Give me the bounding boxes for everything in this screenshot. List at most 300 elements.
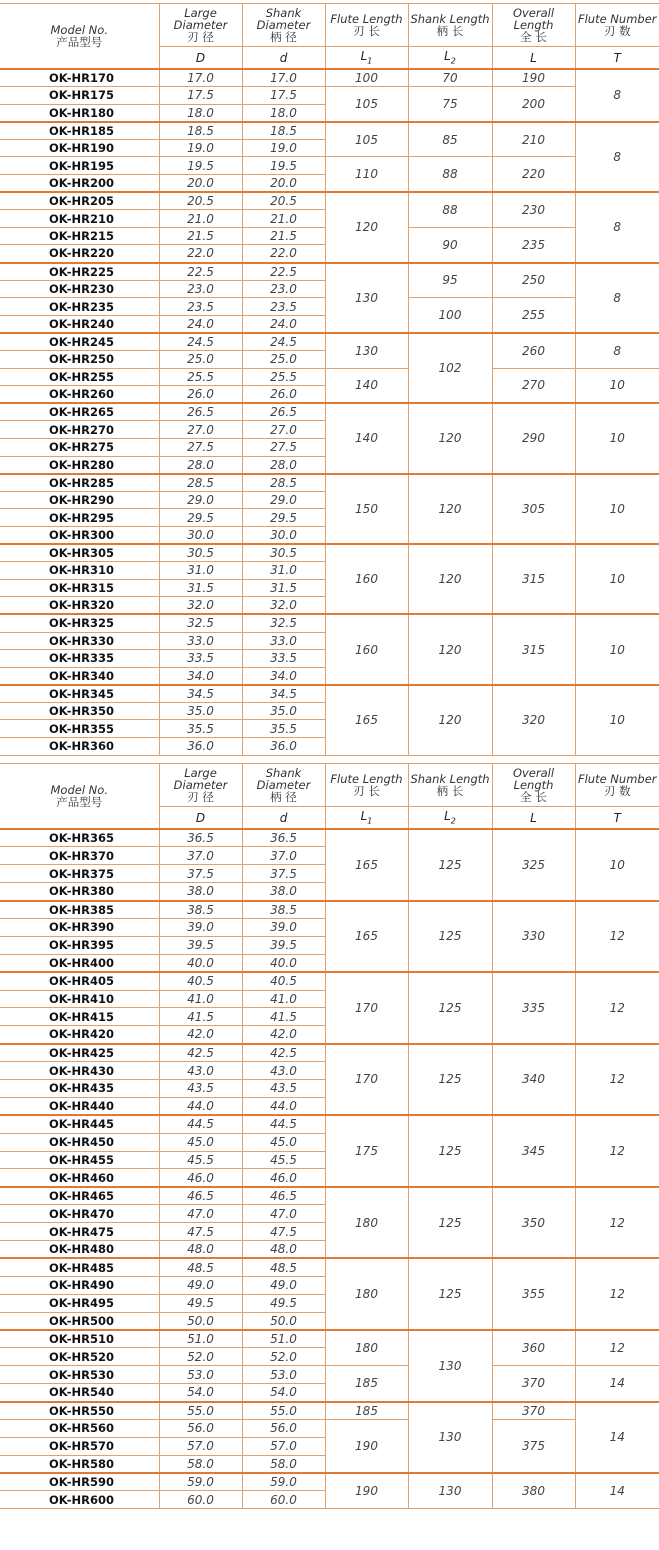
shank-diameter-cell: 43.5 bbox=[242, 1079, 325, 1097]
table-row bbox=[0, 1044, 659, 1062]
table-row bbox=[0, 1402, 659, 1420]
symbol-T: T bbox=[575, 47, 659, 70]
shank-diameter-cell: 40.0 bbox=[242, 954, 325, 972]
model-cell: OK-HR570 bbox=[0, 1437, 159, 1455]
model-cell: OK-HR415 bbox=[0, 1008, 159, 1026]
large-diameter-cell: 17.5 bbox=[159, 87, 242, 105]
flute-length-cell: 170 bbox=[325, 972, 408, 1044]
flute-length-cell: 130 bbox=[325, 263, 408, 333]
model-cell: OK-HR235 bbox=[0, 298, 159, 316]
header-shank-length: Shank Length 柄 长 bbox=[408, 764, 492, 807]
model-cell: OK-HR345 bbox=[0, 685, 159, 703]
shank-diameter-cell: 20.0 bbox=[242, 175, 325, 193]
large-diameter-cell: 24.5 bbox=[159, 333, 242, 351]
shank-diameter-cell: 18.0 bbox=[242, 104, 325, 122]
shank-diameter-cell: 23.5 bbox=[242, 298, 325, 316]
model-cell: OK-HR335 bbox=[0, 650, 159, 668]
large-diameter-cell: 26.0 bbox=[159, 386, 242, 404]
model-cell: OK-HR215 bbox=[0, 227, 159, 245]
table-row bbox=[0, 972, 659, 990]
model-cell: OK-HR455 bbox=[0, 1151, 159, 1169]
large-diameter-cell: 37.0 bbox=[159, 847, 242, 865]
shank-length-cell: 75 bbox=[408, 87, 492, 122]
shank-length-cell: 102 bbox=[408, 333, 492, 403]
flute-number-cell: 8 bbox=[575, 69, 659, 122]
flute-number-cell: 12 bbox=[575, 901, 659, 973]
shank-diameter-cell: 19.5 bbox=[242, 157, 325, 175]
model-cell: OK-HR485 bbox=[0, 1258, 159, 1276]
table-row bbox=[0, 1258, 659, 1276]
large-diameter-cell: 49.0 bbox=[159, 1276, 242, 1294]
model-cell: OK-HR590 bbox=[0, 1473, 159, 1491]
flute-number-cell: 10 bbox=[575, 614, 659, 684]
shank-length-cell: 125 bbox=[408, 901, 492, 973]
flute-number-cell: 12 bbox=[575, 1187, 659, 1259]
flute-number-cell: 10 bbox=[575, 685, 659, 755]
large-diameter-cell: 35.5 bbox=[159, 720, 242, 738]
flute-length-cell: 190 bbox=[325, 1473, 408, 1509]
flute-number-cell: 8 bbox=[575, 122, 659, 192]
large-diameter-cell: 40.0 bbox=[159, 954, 242, 972]
shank-diameter-cell: 45.0 bbox=[242, 1133, 325, 1151]
model-cell: OK-HR440 bbox=[0, 1097, 159, 1115]
flute-length-cell: 190 bbox=[325, 1419, 408, 1473]
shank-length-cell: 120 bbox=[408, 544, 492, 614]
flute-number-cell: 10 bbox=[575, 368, 659, 403]
shank-diameter-cell: 39.0 bbox=[242, 918, 325, 936]
overall-length-cell: 250 bbox=[492, 263, 575, 298]
large-diameter-cell: 36.5 bbox=[159, 829, 242, 847]
large-diameter-cell: 27.5 bbox=[159, 438, 242, 456]
large-diameter-cell: 38.5 bbox=[159, 901, 242, 919]
overall-length-cell: 360 bbox=[492, 1330, 575, 1366]
large-diameter-cell: 21.0 bbox=[159, 210, 242, 228]
shank-length-cell: 120 bbox=[408, 474, 492, 544]
shank-length-cell: 125 bbox=[408, 1258, 492, 1330]
large-diameter-cell: 31.0 bbox=[159, 562, 242, 580]
shank-diameter-cell: 52.0 bbox=[242, 1348, 325, 1366]
overall-length-cell: 230 bbox=[492, 192, 575, 227]
shank-diameter-cell: 21.0 bbox=[242, 210, 325, 228]
overall-length-cell: 325 bbox=[492, 829, 575, 901]
shank-diameter-cell: 41.5 bbox=[242, 1008, 325, 1026]
shank-diameter-cell: 42.0 bbox=[242, 1026, 325, 1044]
model-cell: OK-HR180 bbox=[0, 104, 159, 122]
model-cell: OK-HR240 bbox=[0, 315, 159, 333]
flute-number-cell: 14 bbox=[575, 1402, 659, 1474]
large-diameter-cell: 22.0 bbox=[159, 245, 242, 263]
shank-diameter-cell: 46.5 bbox=[242, 1187, 325, 1205]
model-cell: OK-HR445 bbox=[0, 1115, 159, 1133]
shank-diameter-cell: 41.0 bbox=[242, 990, 325, 1008]
flute-length-cell: 165 bbox=[325, 829, 408, 901]
shank-diameter-cell: 33.0 bbox=[242, 632, 325, 650]
shank-diameter-cell: 22.5 bbox=[242, 263, 325, 281]
overall-length-cell: 255 bbox=[492, 298, 575, 333]
large-diameter-cell: 33.5 bbox=[159, 650, 242, 668]
shank-diameter-cell: 24.0 bbox=[242, 315, 325, 333]
large-diameter-cell: 32.5 bbox=[159, 614, 242, 632]
overall-length-cell: 355 bbox=[492, 1258, 575, 1330]
overall-length-cell: 210 bbox=[492, 122, 575, 157]
header-model: Model No. 产品型号 bbox=[0, 4, 159, 70]
large-diameter-cell: 41.0 bbox=[159, 990, 242, 1008]
shank-diameter-cell: 37.5 bbox=[242, 865, 325, 883]
shank-diameter-cell: 47.0 bbox=[242, 1205, 325, 1223]
shank-diameter-cell: 38.0 bbox=[242, 883, 325, 901]
model-cell: OK-HR255 bbox=[0, 368, 159, 386]
flute-length-cell: 170 bbox=[325, 1044, 408, 1116]
flute-number-cell: 10 bbox=[575, 474, 659, 544]
shank-diameter-cell: 33.5 bbox=[242, 650, 325, 668]
model-cell: OK-HR290 bbox=[0, 491, 159, 509]
large-diameter-cell: 40.5 bbox=[159, 972, 242, 990]
shank-diameter-cell: 48.5 bbox=[242, 1258, 325, 1276]
shank-length-cell: 88 bbox=[408, 157, 492, 192]
large-diameter-cell: 44.0 bbox=[159, 1097, 242, 1115]
flute-length-cell: 140 bbox=[325, 368, 408, 403]
large-diameter-cell: 25.0 bbox=[159, 351, 242, 369]
large-diameter-cell: 56.0 bbox=[159, 1419, 242, 1437]
shank-length-cell: 95 bbox=[408, 263, 492, 298]
shank-diameter-cell: 39.5 bbox=[242, 936, 325, 954]
table-row bbox=[0, 403, 659, 421]
model-cell: OK-HR320 bbox=[0, 597, 159, 615]
shank-diameter-cell: 30.0 bbox=[242, 526, 325, 544]
model-cell: OK-HR600 bbox=[0, 1491, 159, 1509]
large-diameter-cell: 50.0 bbox=[159, 1312, 242, 1330]
shank-length-cell: 130 bbox=[408, 1402, 492, 1474]
symbol-D: D bbox=[159, 807, 242, 830]
shank-diameter-cell: 28.5 bbox=[242, 474, 325, 492]
shank-diameter-cell: 17.0 bbox=[242, 69, 325, 87]
overall-length-cell: 345 bbox=[492, 1115, 575, 1187]
model-cell: OK-HR560 bbox=[0, 1419, 159, 1437]
flute-number-cell: 8 bbox=[575, 333, 659, 368]
overall-length-cell: 375 bbox=[492, 1419, 575, 1473]
shank-diameter-cell: 29.0 bbox=[242, 491, 325, 509]
model-cell: OK-HR465 bbox=[0, 1187, 159, 1205]
large-diameter-cell: 52.0 bbox=[159, 1348, 242, 1366]
model-cell: OK-HR210 bbox=[0, 210, 159, 228]
model-cell: OK-HR355 bbox=[0, 720, 159, 738]
large-diameter-cell: 51.0 bbox=[159, 1330, 242, 1348]
symbol-L2: $L_2$ bbox=[408, 807, 492, 830]
table-row bbox=[0, 157, 659, 175]
flute-length-cell: 160 bbox=[325, 544, 408, 614]
header-flute-length: Flute Length 刃 长 bbox=[325, 764, 408, 807]
model-cell: OK-HR305 bbox=[0, 544, 159, 562]
large-diameter-cell: 19.5 bbox=[159, 157, 242, 175]
shank-diameter-cell: 21.5 bbox=[242, 227, 325, 245]
flute-length-cell: 180 bbox=[325, 1330, 408, 1366]
model-cell: OK-HR360 bbox=[0, 738, 159, 756]
flute-number-cell: 10 bbox=[575, 829, 659, 901]
table-row bbox=[0, 1366, 659, 1384]
flute-number-cell: 12 bbox=[575, 1044, 659, 1116]
large-diameter-cell: 57.0 bbox=[159, 1437, 242, 1455]
large-diameter-cell: 29.5 bbox=[159, 509, 242, 527]
model-cell: OK-HR430 bbox=[0, 1062, 159, 1080]
model-cell: OK-HR300 bbox=[0, 526, 159, 544]
shank-length-cell: 125 bbox=[408, 1187, 492, 1259]
shank-diameter-cell: 47.5 bbox=[242, 1223, 325, 1241]
large-diameter-cell: 23.5 bbox=[159, 298, 242, 316]
overall-length-cell: 315 bbox=[492, 544, 575, 614]
shank-length-cell: 120 bbox=[408, 614, 492, 684]
large-diameter-cell: 46.5 bbox=[159, 1187, 242, 1205]
flute-number-cell: 12 bbox=[575, 1115, 659, 1187]
model-cell: OK-HR175 bbox=[0, 87, 159, 105]
shank-diameter-cell: 44.0 bbox=[242, 1097, 325, 1115]
large-diameter-cell: 20.0 bbox=[159, 175, 242, 193]
model-cell: OK-HR205 bbox=[0, 192, 159, 210]
model-cell: OK-HR405 bbox=[0, 972, 159, 990]
shank-diameter-cell: 53.0 bbox=[242, 1366, 325, 1384]
shank-diameter-cell: 43.0 bbox=[242, 1062, 325, 1080]
large-diameter-cell: 55.0 bbox=[159, 1402, 242, 1420]
flute-length-cell: 185 bbox=[325, 1366, 408, 1402]
header-shank-diameter: Shank Diameter 柄 径 bbox=[242, 4, 325, 47]
model-cell: OK-HR420 bbox=[0, 1026, 159, 1044]
large-diameter-cell: 30.5 bbox=[159, 544, 242, 562]
large-diameter-cell: 39.5 bbox=[159, 936, 242, 954]
overall-length-cell: 190 bbox=[492, 69, 575, 87]
flute-length-cell: 165 bbox=[325, 685, 408, 755]
shank-diameter-cell: 49.5 bbox=[242, 1294, 325, 1312]
table-row bbox=[0, 333, 659, 351]
large-diameter-cell: 28.0 bbox=[159, 456, 242, 474]
shank-diameter-cell: 17.5 bbox=[242, 87, 325, 105]
large-diameter-cell: 17.0 bbox=[159, 69, 242, 87]
large-diameter-cell: 36.0 bbox=[159, 738, 242, 756]
shank-diameter-cell: 55.0 bbox=[242, 1402, 325, 1420]
model-cell: OK-HR190 bbox=[0, 139, 159, 157]
large-diameter-cell: 43.5 bbox=[159, 1079, 242, 1097]
shank-diameter-cell: 27.0 bbox=[242, 421, 325, 439]
shank-length-cell: 70 bbox=[408, 69, 492, 87]
symbol-L1: $L_1$ bbox=[325, 47, 408, 70]
model-cell: OK-HR185 bbox=[0, 122, 159, 140]
model-cell: OK-HR450 bbox=[0, 1133, 159, 1151]
large-diameter-cell: 46.0 bbox=[159, 1169, 242, 1187]
model-cell: OK-HR280 bbox=[0, 456, 159, 474]
shank-diameter-cell: 29.5 bbox=[242, 509, 325, 527]
model-cell: OK-HR435 bbox=[0, 1079, 159, 1097]
large-diameter-cell: 38.0 bbox=[159, 883, 242, 901]
model-cell: OK-HR230 bbox=[0, 280, 159, 298]
large-diameter-cell: 31.5 bbox=[159, 579, 242, 597]
shank-diameter-cell: 35.5 bbox=[242, 720, 325, 738]
flute-length-cell: 140 bbox=[325, 403, 408, 473]
model-cell: OK-HR530 bbox=[0, 1366, 159, 1384]
large-diameter-cell: 44.5 bbox=[159, 1115, 242, 1133]
shank-diameter-cell: 26.0 bbox=[242, 386, 325, 404]
large-diameter-cell: 30.0 bbox=[159, 526, 242, 544]
large-diameter-cell: 29.0 bbox=[159, 491, 242, 509]
table-row bbox=[0, 1115, 659, 1133]
symbol-T: T bbox=[575, 807, 659, 830]
large-diameter-cell: 20.5 bbox=[159, 192, 242, 210]
shank-length-cell: 120 bbox=[408, 403, 492, 473]
shank-length-cell: 125 bbox=[408, 829, 492, 901]
model-cell: OK-HR370 bbox=[0, 847, 159, 865]
table-row bbox=[0, 368, 659, 386]
flute-number-cell: 12 bbox=[575, 1330, 659, 1366]
overall-length-cell: 330 bbox=[492, 901, 575, 973]
shank-length-cell: 130 bbox=[408, 1330, 492, 1402]
large-diameter-cell: 27.0 bbox=[159, 421, 242, 439]
shank-length-cell: 85 bbox=[408, 122, 492, 157]
model-cell: OK-HR480 bbox=[0, 1240, 159, 1258]
large-diameter-cell: 47.5 bbox=[159, 1223, 242, 1241]
shank-diameter-cell: 46.0 bbox=[242, 1169, 325, 1187]
model-cell: OK-HR350 bbox=[0, 702, 159, 720]
flute-number-cell: 12 bbox=[575, 972, 659, 1044]
spec-table-2 bbox=[0, 763, 659, 1509]
large-diameter-cell: 58.0 bbox=[159, 1455, 242, 1473]
model-cell: OK-HR200 bbox=[0, 175, 159, 193]
model-cell: OK-HR540 bbox=[0, 1384, 159, 1402]
symbol-d: d bbox=[242, 47, 325, 70]
overall-length-cell: 260 bbox=[492, 333, 575, 368]
model-cell: OK-HR385 bbox=[0, 901, 159, 919]
shank-diameter-cell: 32.5 bbox=[242, 614, 325, 632]
table-row bbox=[0, 829, 659, 847]
model-cell: OK-HR520 bbox=[0, 1348, 159, 1366]
model-cell: OK-HR460 bbox=[0, 1169, 159, 1187]
header-shank-length: Shank Length 柄 长 bbox=[408, 4, 492, 47]
overall-length-cell: 290 bbox=[492, 403, 575, 473]
model-cell: OK-HR500 bbox=[0, 1312, 159, 1330]
large-diameter-cell: 28.5 bbox=[159, 474, 242, 492]
shank-diameter-cell: 56.0 bbox=[242, 1419, 325, 1437]
table-row bbox=[0, 87, 659, 105]
shank-diameter-cell: 20.5 bbox=[242, 192, 325, 210]
table-row bbox=[0, 122, 659, 140]
table-row bbox=[0, 901, 659, 919]
header-overall-length: Overall Length 全 长 bbox=[492, 764, 575, 807]
shank-diameter-cell: 31.0 bbox=[242, 562, 325, 580]
shank-diameter-cell: 22.0 bbox=[242, 245, 325, 263]
shank-diameter-cell: 37.0 bbox=[242, 847, 325, 865]
large-diameter-cell: 32.0 bbox=[159, 597, 242, 615]
overall-length-cell: 220 bbox=[492, 157, 575, 192]
flute-length-cell: 185 bbox=[325, 1402, 408, 1420]
table-row bbox=[0, 614, 659, 632]
table-row bbox=[0, 1419, 659, 1437]
header-overall-length: Overall Length 全 长 bbox=[492, 4, 575, 47]
flute-length-cell: 120 bbox=[325, 192, 408, 262]
large-diameter-cell: 48.0 bbox=[159, 1240, 242, 1258]
shank-length-cell: 88 bbox=[408, 192, 492, 227]
table-row bbox=[0, 544, 659, 562]
large-diameter-cell: 54.0 bbox=[159, 1384, 242, 1402]
overall-length-cell: 370 bbox=[492, 1366, 575, 1402]
shank-diameter-cell: 57.0 bbox=[242, 1437, 325, 1455]
header-flute-length: Flute Length 刃 长 bbox=[325, 4, 408, 47]
shank-diameter-cell: 26.5 bbox=[242, 403, 325, 421]
model-cell: OK-HR550 bbox=[0, 1402, 159, 1420]
flute-length-cell: 110 bbox=[325, 157, 408, 192]
shank-diameter-cell: 25.5 bbox=[242, 368, 325, 386]
model-cell: OK-HR425 bbox=[0, 1044, 159, 1062]
flute-number-cell: 10 bbox=[575, 403, 659, 473]
shank-diameter-cell: 58.0 bbox=[242, 1455, 325, 1473]
shank-diameter-cell: 18.5 bbox=[242, 122, 325, 140]
table-row bbox=[0, 1187, 659, 1205]
shank-diameter-cell: 51.0 bbox=[242, 1330, 325, 1348]
model-cell: OK-HR470 bbox=[0, 1205, 159, 1223]
model-cell: OK-HR295 bbox=[0, 509, 159, 527]
large-diameter-cell: 39.0 bbox=[159, 918, 242, 936]
overall-length-cell: 270 bbox=[492, 368, 575, 403]
flute-length-cell: 175 bbox=[325, 1115, 408, 1187]
large-diameter-cell: 24.0 bbox=[159, 315, 242, 333]
large-diameter-cell: 18.0 bbox=[159, 104, 242, 122]
large-diameter-cell: 21.5 bbox=[159, 227, 242, 245]
model-cell: OK-HR330 bbox=[0, 632, 159, 650]
large-diameter-cell: 25.5 bbox=[159, 368, 242, 386]
overall-length-cell: 320 bbox=[492, 685, 575, 755]
large-diameter-cell: 47.0 bbox=[159, 1205, 242, 1223]
shank-diameter-cell: 44.5 bbox=[242, 1115, 325, 1133]
large-diameter-cell: 43.0 bbox=[159, 1062, 242, 1080]
flute-length-cell: 180 bbox=[325, 1187, 408, 1259]
header-large-diameter: Large Diameter 刃 径 bbox=[159, 764, 242, 807]
symbol-L1: $L_1$ bbox=[325, 807, 408, 830]
overall-length-cell: 380 bbox=[492, 1473, 575, 1509]
shank-diameter-cell: 35.0 bbox=[242, 702, 325, 720]
shank-length-cell: 100 bbox=[408, 298, 492, 333]
shank-diameter-cell: 30.5 bbox=[242, 544, 325, 562]
large-diameter-cell: 48.5 bbox=[159, 1258, 242, 1276]
flute-number-cell: 14 bbox=[575, 1473, 659, 1509]
large-diameter-cell: 59.0 bbox=[159, 1473, 242, 1491]
model-cell: OK-HR260 bbox=[0, 386, 159, 404]
shank-diameter-cell: 38.5 bbox=[242, 901, 325, 919]
model-cell: OK-HR275 bbox=[0, 438, 159, 456]
model-cell: OK-HR495 bbox=[0, 1294, 159, 1312]
model-cell: OK-HR325 bbox=[0, 614, 159, 632]
table-row bbox=[0, 685, 659, 703]
flute-length-cell: 100 bbox=[325, 69, 408, 87]
large-diameter-cell: 26.5 bbox=[159, 403, 242, 421]
overall-length-cell: 200 bbox=[492, 87, 575, 122]
overall-length-cell: 305 bbox=[492, 474, 575, 544]
model-cell: OK-HR265 bbox=[0, 403, 159, 421]
shank-diameter-cell: 49.0 bbox=[242, 1276, 325, 1294]
flute-length-cell: 180 bbox=[325, 1258, 408, 1330]
large-diameter-cell: 18.5 bbox=[159, 122, 242, 140]
table-row bbox=[0, 69, 659, 87]
model-cell: OK-HR195 bbox=[0, 157, 159, 175]
shank-length-cell: 125 bbox=[408, 972, 492, 1044]
shank-diameter-cell: 34.5 bbox=[242, 685, 325, 703]
symbol-D: D bbox=[159, 47, 242, 70]
flute-length-cell: 105 bbox=[325, 87, 408, 122]
table-row bbox=[0, 1473, 659, 1491]
large-diameter-cell: 42.5 bbox=[159, 1044, 242, 1062]
large-diameter-cell: 34.5 bbox=[159, 685, 242, 703]
shank-diameter-cell: 31.5 bbox=[242, 579, 325, 597]
overall-length-cell: 335 bbox=[492, 972, 575, 1044]
shank-diameter-cell: 23.0 bbox=[242, 280, 325, 298]
shank-diameter-cell: 48.0 bbox=[242, 1240, 325, 1258]
model-cell: OK-HR475 bbox=[0, 1223, 159, 1241]
shank-diameter-cell: 60.0 bbox=[242, 1491, 325, 1509]
header-row bbox=[0, 4, 659, 47]
